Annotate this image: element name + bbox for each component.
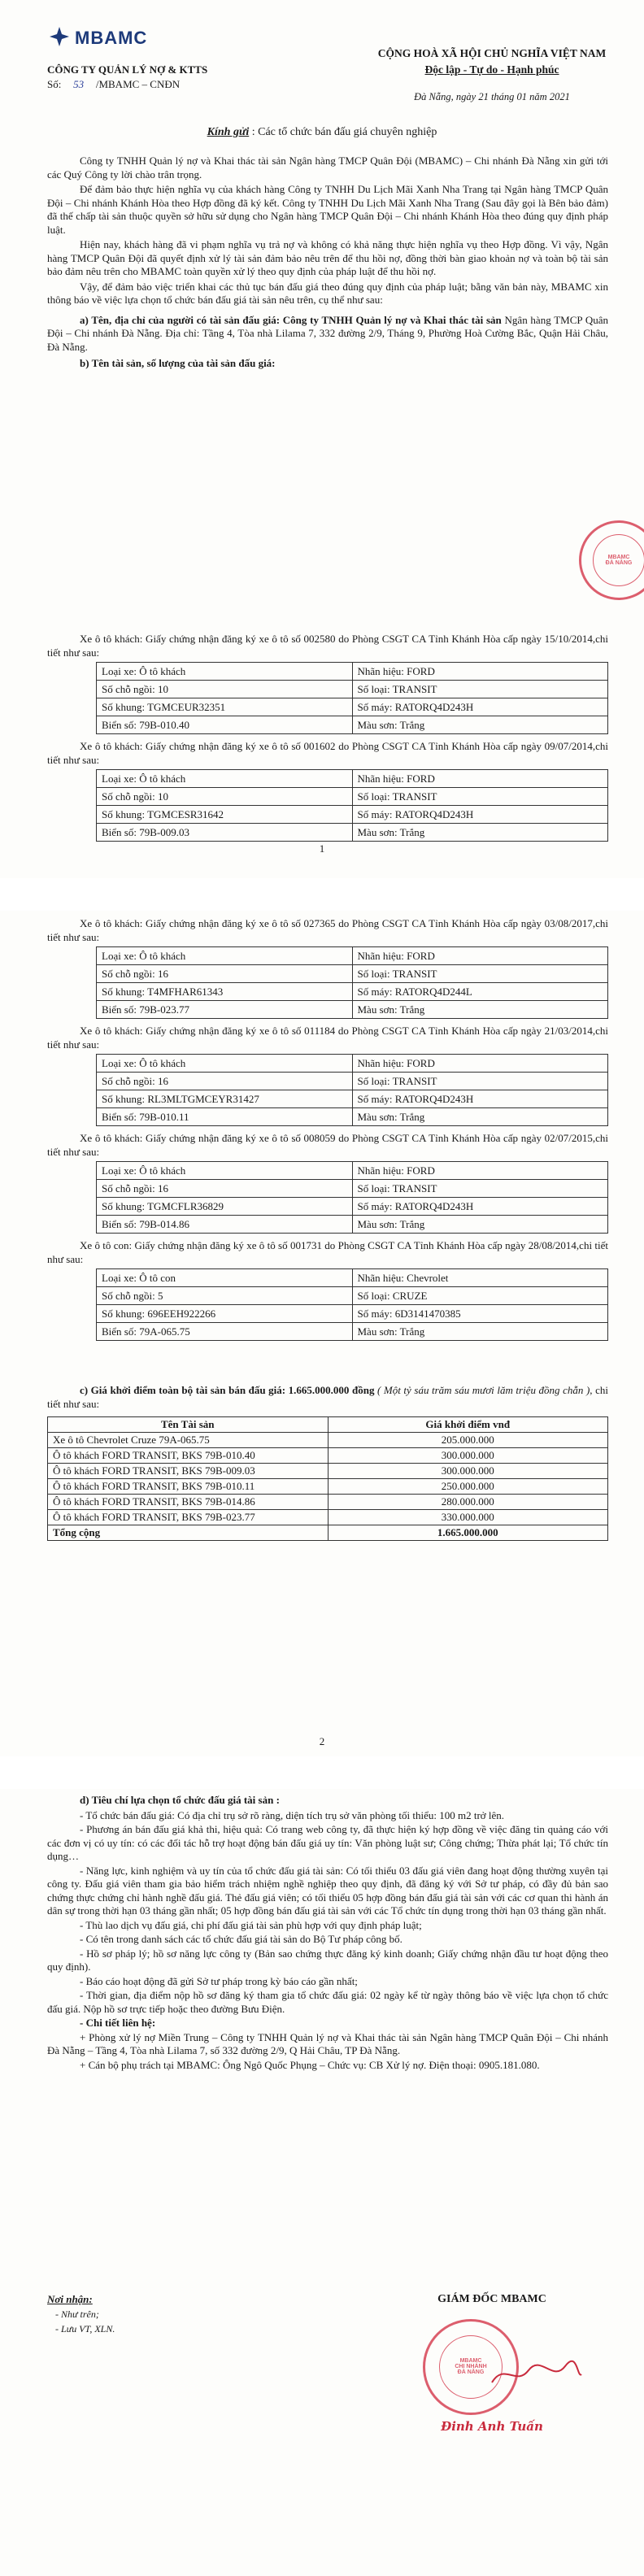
valuation-table: [47, 1416, 608, 1541]
vehicle-intro: Xe ô tô khách: Giấy chứng nhận đăng ký xe ô tô số 011184 do Phòng CSGT CA Tỉnh Khánh Hòa cấp ngày 21/03/2014,chi tiết như sau:: [47, 1025, 608, 1051]
official-seal: MBAMC CHI NHÁNH ĐÀ NẴNG: [423, 2319, 519, 2415]
nation-motto: Độc lập - Tự do - Hạnh phúc: [424, 63, 559, 76]
vehicle-table: Loại xe: Ô tô khách Nhãn hiệu: FORD Số chỗ ngồi: 16 Số loại: TRANSIT Số khung: T4MFHAR61343 Số máy: RATORQ4D244L Biển số: 79B-023.77 Màu sơn: Trắng: [96, 946, 608, 1019]
valuation-header: Giá khởi điểm vnđ: [328, 1417, 608, 1433]
nation-title: CỘNG HOÀ XÃ HỘI CHỦ NGHĨA VIỆT NAM: [377, 47, 607, 59]
recipients-title: Nơi nhận:: [47, 2293, 93, 2305]
page-2: [0, 911, 644, 1756]
intro-paragraph: Để đảm bảo thực hiện nghĩa vụ của khách hàng Công ty TNHH Du Lịch Mãi Xanh Nha Trang tại Ngân hàng TMCP Quân Đội – Chi nhánh Khánh Hòa theo Hợp đồng đã ký kết. Công ty TNHH Du Lịch Mãi Xanh Nha Trang (Sau đây gọi là Bên bảo đảm) đã thế chấp tài sản thuộc quyền sở hữu sử dụng cho Ngân hàng TMCP Quân Đội – Chi nhánh Khánh Hòa theo đúng quy định pháp luật.: [47, 183, 608, 236]
vehicle-table: Loại xe: Ô tô khách Nhãn hiệu: FORD Số chỗ ngồi: 10 Số loại: TRANSIT Số khung: TGMCESR31642 Số máy: RATORQ4D243H Biển số: 79B-009.03 Màu sơn: Trắng: [96, 769, 608, 842]
criteria-item: - Thù lao dịch vụ đấu giá, chi phí đấu giá tài sản phù hợp với quy định pháp luật;: [80, 1918, 422, 1931]
section-a: a) Tên, địa chỉ của người có tài sản đấu giá: Công ty TNHH Quản lý nợ và Khai thác tài sản Ngân hàng TMCP Quân Đội – Chi nhánh Đà Nẵng. Địa chỉ: Tầng 4, Tòa nhà Lilama 7, 332 đường 2/9, Tháng 9, Phường Hoà Cường Bắc, Quận Hải Châu, Đà Nẵng.: [47, 313, 609, 353]
contact-office: + Phòng xử lý nợ Miền Trung – Công ty TNHH Quản lý nợ và Khai thác tài sản Ngân hàng TMCP Quân Đội – Chi nhánh Đà Nẵng – Tầng 4, Tòa nhà Lilama 7, số 332 đường 2/9, Q Hải Châu, TP Đà Nẵng.: [47, 2030, 608, 2056]
criteria-item: - Có tên trong danh sách các tổ chức đấu giá tài sản do Bộ Tư pháp công bố.: [80, 1933, 402, 1945]
contact-title: - Chi tiết liên hệ:: [80, 2017, 156, 2029]
intro-paragraph: Vậy, để đảm bảo việc triển khai các thủ tục bán đấu giá theo đúng quy định của pháp luật; bằng văn bản này, MBAMC xin thông báo về việc lựa chọn tổ chức bán đấu giá tài sản nêu trên, cụ thể như sau:: [47, 280, 608, 306]
section-b-title: b) Tên tài sản, số lượng của tài sản đấu giá:: [80, 357, 276, 369]
criteria-item: - Báo cáo hoạt động đã gửi Sở tư pháp trong kỳ báo cáo gần nhất;: [80, 1974, 358, 1987]
intro-paragraph: Công ty TNHH Quản lý nợ và Khai thác tài sản Ngân hàng TMCP Quân Đội (MBAMC) – Chi nhánh Đà Nẵng xin gửi tới các Quý Công ty lời chào trân trọng.: [47, 154, 608, 181]
vehicle-intro: Xe ô tô khách: Giấy chứng nhận đăng ký xe ô tô số 002580 do Phòng CSGT CA Tỉnh Khánh Hòa cấp ngày 15/10/2014,chi tiết như sau:: [47, 633, 608, 659]
criteria-item: - Hồ sơ pháp lý; hồ sơ năng lực công ty (Bản sao chứng thực đăng ký kinh doanh; Giấy chứng nhận đầu tư hoạt động theo quy định).: [47, 1947, 608, 1973]
table-row: Ô tô khách FORD TRANSIT, BKS 79B-010.40 300.000.000: [48, 1448, 608, 1464]
section-c-title: c) Giá khởi điểm toàn bộ tài sản bán đấu giá: 1.665.000.000 đồng ( Một tỷ sáu trăm sáu mươi lăm triệu đồng chẵn ), chi tiết như sau:: [47, 1384, 608, 1410]
valuation-header: Tên Tài sản: [48, 1417, 329, 1433]
table-row: Xe ô tô Chevrolet Cruze 79A-065.75 205.000.000: [48, 1433, 608, 1448]
table-row: Ô tô khách FORD TRANSIT, BKS 79B-009.03 300.000.000: [48, 1464, 608, 1479]
mbamc-star-icon: [49, 26, 70, 47]
signer-name: Đinh Anh Tuấn: [441, 2419, 543, 2434]
page-number: 1: [319, 842, 325, 855]
vehicle-intro: Xe ô tô khách: Giấy chứng nhận đăng ký xe ô tô số 001602 do Phòng CSGT CA Tỉnh Khánh Hòa cấp ngày 09/07/2014,chi tiết như sau:: [47, 740, 608, 766]
criteria-item: - Năng lực, kinh nghiệm và uy tín của tổ chức đấu giá tài sản: Có tối thiểu 03 đấu giá viên đang hoạt động thường xuyên tại công ty. Đấu giá viên tham gia bảo hiểm trách nhiệm nghề nghiệp theo quy định, đã đăng ký với Sở tư pháp, có đầy đủ bản sao chứng thực chứng chỉ hành nghề đấu giá. Thẻ đấu giá viên; có tối thiểu 05 hợp đồng bán đấu giá tài sản với các cơ quan thi hành án dân sự trong thời hạn 03 tháng gần nhất; 05 hợp đồng bán đấu giá tài sản với các Tổ chức tín dụng trong thời hạn 03 tháng gần nhất.: [47, 1864, 608, 1917]
salutation: Kính gửi : Các tổ chức bán đấu giá chuyên nghiệp: [207, 126, 437, 138]
handwritten-signature: [488, 2358, 585, 2391]
vehicle-table: Loại xe: Ô tô khách Nhãn hiệu: FORD Số chỗ ngồi: 10 Số loại: TRANSIT Số khung: TGMCEUR32351 Số máy: RATORQ4D243H Biển số: 79B-010.40 Màu sơn: Trắng: [96, 662, 608, 734]
signature-title: GIÁM ĐỐC MBAMC: [437, 2293, 546, 2305]
table-row: Ô tô khách FORD TRANSIT, BKS 79B-010.11 250.000.000: [48, 1479, 608, 1495]
document-number-value: 53: [73, 78, 85, 90]
criteria-item: - Tổ chức bán đấu giá: Có địa chỉ trụ sở rõ ràng, diện tích trụ sở văn phòng tối thiểu: 100 m2 trở lên.: [80, 1808, 505, 1821]
table-row: Ô tô khách FORD TRANSIT, BKS 79B-023.77 330.000.000: [48, 1510, 608, 1525]
vehicle-intro: Xe ô tô con: Giấy chứng nhận đăng ký xe ô tô số 001731 do Phòng CSGT CA Tỉnh Khánh Hòa cấp ngày 28/08/2014,chi tiết như sau:: [47, 1239, 608, 1265]
vehicle-table: Loại xe: Ô tô khách Nhãn hiệu: FORD Số chỗ ngồi: 16 Số loại: TRANSIT Số khung: TGMCFLR36829 Số máy: RATORQ4D243H Biển số: 79B-014.86 Màu sơn: Trắng: [96, 1161, 608, 1234]
vehicle-intro: Xe ô tô khách: Giấy chứng nhận đăng ký xe ô tô số 027365 do Phòng CSGT CA Tỉnh Khánh Hòa cấp ngày 03/08/2017,chi tiết như sau:: [47, 917, 608, 943]
document-number: Số: 53 /MBAMC – CNĐN: [47, 78, 181, 90]
recipient-item: - Lưu VT, XLN.: [55, 2323, 115, 2334]
table-row: Ô tô khách FORD TRANSIT, BKS 79B-014.86 280.000.000: [48, 1495, 608, 1510]
page-1: [0, 0, 644, 878]
criteria-item: - Phương án bán đấu giá khả thi, hiệu quả: Có trang web công ty, đã thực hiện ký hợp đồng về việc đăng tin quảng cáo với các đơn vị có uy tín: có các đối tác hỗ trợ hoạt động bán đấu giá uy tín: Văn phòng luật sư; Công chứng; Thừa phát lại; Tổ chức tín dụng…: [47, 1823, 608, 1862]
page-number: 2: [319, 1735, 325, 1747]
criteria-item: - Thời gian, địa điểm nộp hồ sơ đăng ký tham gia tổ chức đấu giá: 02 ngày kể từ ngày thông báo về việc lựa chọn tổ chức đấu giá. Nộp hồ sơ trực tiếp hoặc theo đường Bưu Điện.: [47, 1989, 608, 2015]
company-stamp: MBAMC ĐÀ NẴNG: [579, 520, 644, 600]
table-total-row: Tổng cộng 1.665.000.000: [48, 1525, 608, 1541]
page-3: [0, 1789, 644, 2576]
recipients: [47, 2293, 259, 2335]
mbamc-logo: [49, 26, 195, 49]
contact-person: + Cán bộ phụ trách tại MBAMC: Ông Ngô Quốc Phụng – Chức vụ: CB Xử lý nợ. Điện thoại: 0905.181.080.: [80, 2058, 540, 2071]
intro-block: [47, 154, 608, 371]
section-d: [47, 1794, 608, 2072]
date-line: Đà Nẵng, ngày 21 tháng 01 năm 2021: [414, 91, 570, 102]
logo-text: MBAMC: [75, 28, 148, 48]
section-d-title: d) Tiêu chí lựa chọn tổ chức đấu giá tài sản :: [80, 1794, 280, 1806]
intro-paragraph: Hiện nay, khách hàng đã vi phạm nghĩa vụ trả nợ và không có khả năng thực hiện nghĩa vụ theo Hợp đồng. Vì vậy, Ngân hàng TMCP Quân Đội đã quyết định xử lý tài sản đảm bảo nêu trên để thu hồi nợ, đồng thời bàn giao khoản nợ và toàn bộ tài sản bảo đảm nêu trên cho MBAMC toàn quyền xử lý theo quy định của pháp luật để thu hồi nợ.: [47, 238, 608, 277]
vehicle-table: Loại xe: Ô tô khách Nhãn hiệu: FORD Số chỗ ngồi: 16 Số loại: TRANSIT Số khung: RL3MLTGMCEYR31427 Số máy: RATORQ4D243H Biển số: 79B-010.11 Màu sơn: Trắng: [96, 1054, 608, 1126]
company-line: CÔNG TY QUẢN LÝ NỢ & KTTS: [47, 63, 208, 76]
vehicle-table: Loại xe: Ô tô con Nhãn hiệu: Chevrolet Số chỗ ngồi: 5 Số loại: CRUZE Số khung: 696EEH922266 Số máy: 6D3141470385 Biển số: 79A-065.75 Màu sơn: Trắng: [96, 1268, 608, 1341]
page-gap: [0, 878, 644, 911]
recipient-item: - Như trên;: [55, 2308, 99, 2320]
vehicle-intro: Xe ô tô khách: Giấy chứng nhận đăng ký xe ô tô số 008059 do Phòng CSGT CA Tỉnh Khánh Hòa cấp ngày 02/07/2015,chi tiết như sau:: [47, 1132, 608, 1158]
page-gap: [0, 1756, 644, 1789]
